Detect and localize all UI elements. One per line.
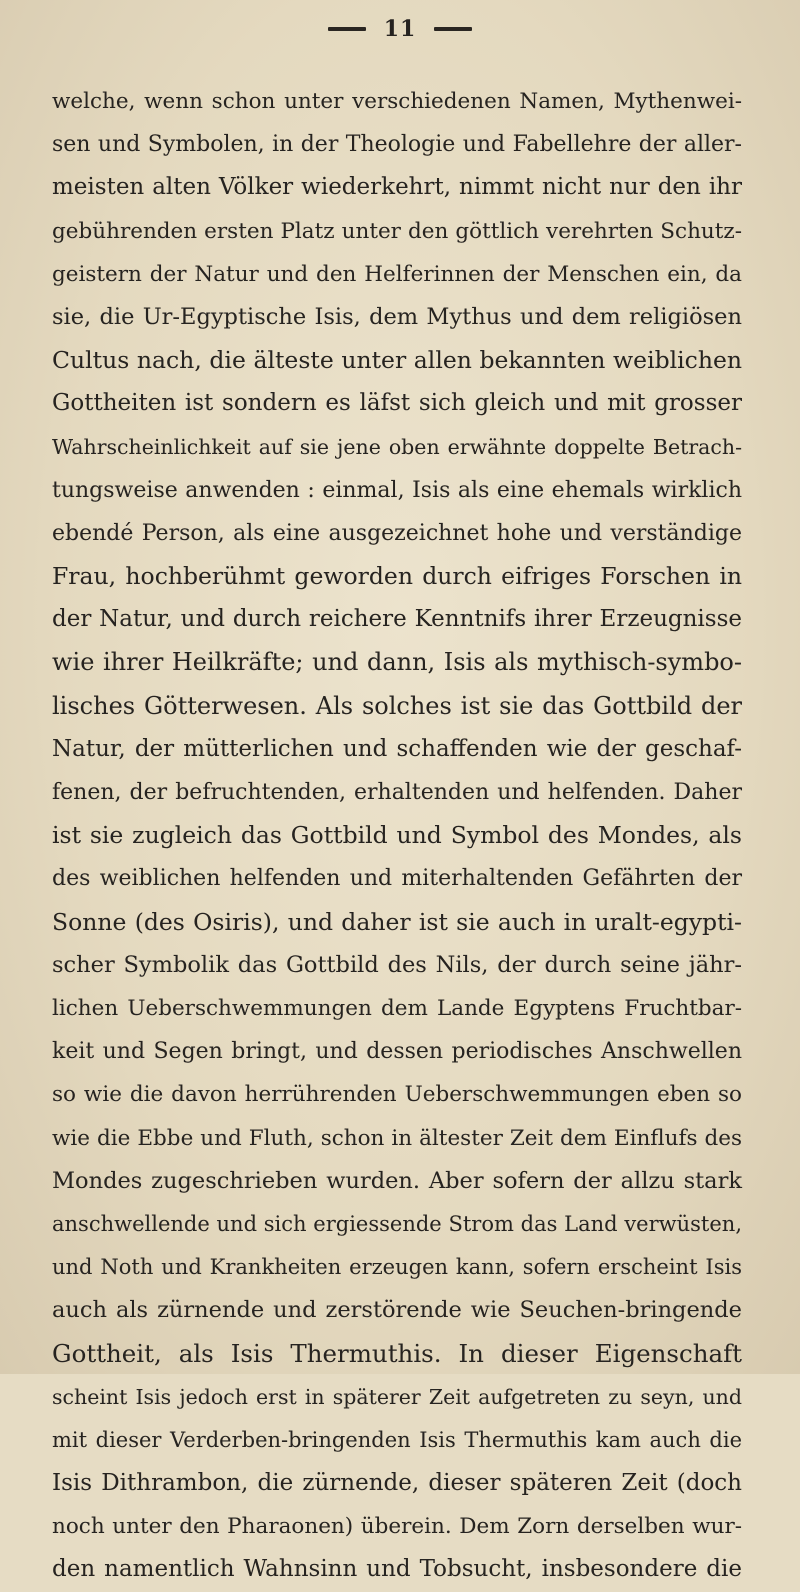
text-line: geistern der Natur und den Helferinnen der Menschen ein, da (52, 261, 742, 287)
text-line: des weiblichen helfenden und miterhaltenden Gefährten der (52, 866, 742, 892)
text-line: der Natur, und durch reichere Kenntnifs ihrer Erzeugnisse (52, 606, 742, 633)
text-line: so wie die davon herrührenden Ueberschwemmungen eben so (52, 1082, 742, 1108)
body-text (52, 80, 742, 1592)
text-line: wie ihrer Heilkräfte; und dann, Isis als mythisch-symbo- (52, 648, 742, 677)
text-line: welche, wenn schon unter verschiedenen Namen, Mythenwei- (52, 89, 742, 114)
text-line: und Noth und Krankheiten erzeugen kann, sofern erscheint Isis (52, 1255, 742, 1280)
text-line: scheint Isis jedoch erst in späterer Zeit aufgetreten zu seyn, und (52, 1384, 742, 1409)
text-line: Frau, hochberühmt geworden durch eifriges Forschen in (52, 562, 742, 591)
text-line: den namentlich Wahnsinn und Tobsucht, insbesondere die (52, 1556, 742, 1583)
header-rule-right (434, 27, 472, 31)
page-number: 11 (383, 16, 417, 42)
header-rule-left (328, 27, 366, 31)
text-line: noch unter den Pharaonen) überein. Dem Zorn derselben wur- (52, 1514, 742, 1540)
text-line: Sonne (des Osiris), und daher ist sie auch in uralt-egypti- (52, 907, 742, 936)
text-line: gebührenden ersten Platz unter den göttlich verehrten Schutz- (52, 218, 742, 244)
text-line: auch als zürnende und zerstörende wie Seuchen-bringende (52, 1297, 742, 1324)
text-line: ebendé Person, als eine ausgezeichnet hohe und verständige (52, 520, 742, 546)
text-line: mit dieser Verderben-bringenden Isis Thermuthis kam auch die (52, 1427, 742, 1452)
text-line: meisten alten Völker wiederkehrt, nimmt nicht nur den ihr (52, 174, 742, 201)
text-line: Mondes zugeschrieben wurden. Aber sofern der allzu stark (52, 1167, 742, 1194)
text-line: Gottheit, als Isis Thermuthis. In dieser Eigenschaft (52, 1339, 742, 1369)
text-line: ist sie zugleich das Gottbild und Symbol des Mondes, als (52, 821, 742, 850)
text-line: Natur, der mütterlichen und schaffenden wie der geschaf- (52, 735, 742, 762)
text-line: lisches Götterwesen. Als solches ist sie das Gottbild der (52, 691, 742, 720)
text-line: keit und Segen bringt, und dessen periodisches Anschwellen (52, 1039, 742, 1065)
text-line: Isis Dithrambon, die zürnende, dieser späteren Zeit (doch (52, 1470, 742, 1496)
text-line: tungsweise anwenden : einmal, Isis als eine ehemals wirklich (52, 477, 742, 503)
text-line: fenen, der befruchtenden, erhaltenden und helfenden. Daher (52, 780, 742, 805)
text-line: sie, die Ur-Egyptische Isis, dem Mythus und dem religiösen (52, 303, 742, 330)
text-line: Gottheiten ist sondern es läfst sich gleich und mit grosser (52, 390, 742, 417)
text-line: scher Symbolik das Gottbild des Nils, der durch seine jähr- (52, 951, 742, 978)
text-line: sen und Symbolen, in der Theologie und Fabellehre der aller- (52, 132, 742, 158)
text-line: Cultus nach, die älteste unter allen bekannten weiblichen (52, 346, 742, 375)
text-line: Wahrscheinlichkeit auf sie jene oben erwähnte doppelte Betrach- (52, 434, 742, 459)
text-line: lichen Ueberschwemmungen dem Lande Egyptens Fruchtbar- (52, 995, 742, 1021)
page-header (0, 14, 800, 44)
text-line: anschwellende und sich ergiessende Strom das Land verwüsten, (52, 1211, 742, 1236)
text-line: wie die Ebbe und Fluth, schon in ältester Zeit dem Einflufs des (52, 1125, 742, 1151)
